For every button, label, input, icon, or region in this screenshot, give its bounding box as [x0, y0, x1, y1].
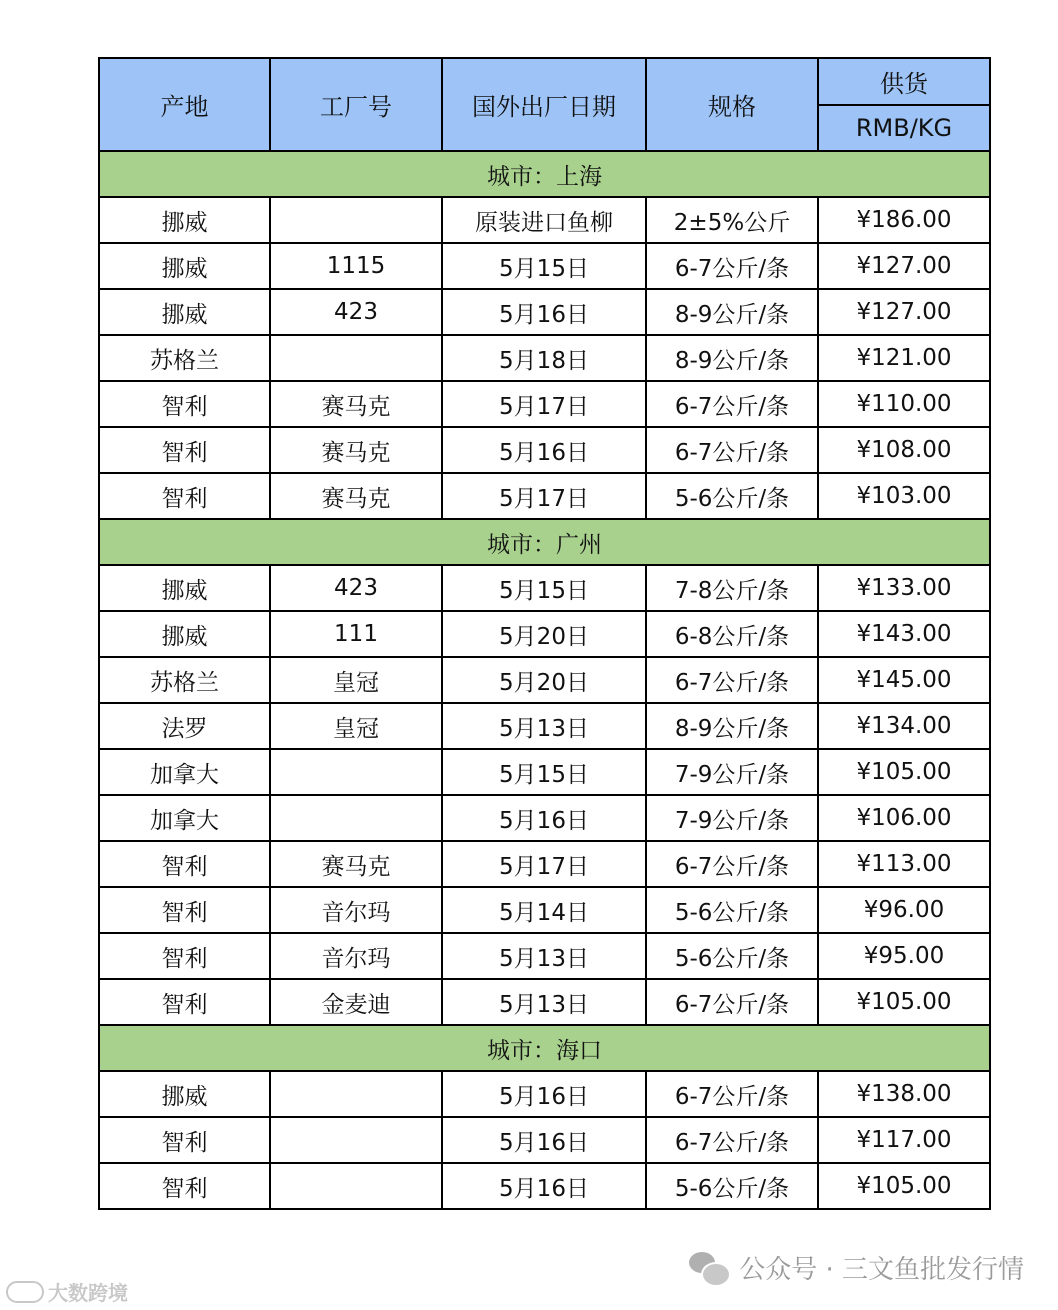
cell-spec: 6-7公斤/条 [646, 427, 818, 473]
cell-factory [270, 1163, 442, 1209]
table-row [99, 473, 990, 519]
table-row [99, 887, 990, 933]
city-row [99, 519, 990, 565]
cell-price: ¥138.00 [818, 1071, 990, 1117]
cell-factory: 音尔玛 [270, 887, 442, 933]
cell-spec: 7-8公斤/条 [646, 565, 818, 611]
cell-price: ¥127.00 [818, 289, 990, 335]
cell-date: 5月16日 [442, 1071, 646, 1117]
cell-spec: 7-9公斤/条 [646, 795, 818, 841]
table-row [99, 795, 990, 841]
cell-factory [270, 1117, 442, 1163]
cell-factory [270, 335, 442, 381]
table-row [99, 611, 990, 657]
cell-origin: 智利 [99, 427, 270, 473]
cell-spec: 8-9公斤/条 [646, 703, 818, 749]
city-label: 城市：广州 [99, 519, 990, 565]
cell-factory: 皇冠 [270, 703, 442, 749]
cell-date: 5月15日 [442, 243, 646, 289]
cell-factory [270, 795, 442, 841]
cell-origin: 苏格兰 [99, 335, 270, 381]
cell-factory: 赛马克 [270, 427, 442, 473]
cell-spec: 6-7公斤/条 [646, 657, 818, 703]
cell-origin: 智利 [99, 933, 270, 979]
wechat-icon [689, 1252, 729, 1284]
cell-price: ¥121.00 [818, 335, 990, 381]
table-row [99, 427, 990, 473]
cell-origin: 苏格兰 [99, 657, 270, 703]
cell-factory: 金麦迪 [270, 979, 442, 1025]
cell-price: ¥103.00 [818, 473, 990, 519]
watermark-wechat-text: 公众号 · 三文鱼批发行情 [739, 1255, 1024, 1285]
table-body [99, 151, 990, 1209]
table-row [99, 841, 990, 887]
cell-spec: 2±5%公斤 [646, 197, 818, 243]
table-row [99, 933, 990, 979]
cell-origin: 挪威 [99, 289, 270, 335]
cell-date: 5月16日 [442, 795, 646, 841]
cell-spec: 5-6公斤/条 [646, 887, 818, 933]
cell-origin: 智利 [99, 841, 270, 887]
table-row [99, 335, 990, 381]
cell-date: 5月13日 [442, 979, 646, 1025]
table-row [99, 381, 990, 427]
cell-price: ¥113.00 [818, 841, 990, 887]
cell-price: ¥105.00 [818, 979, 990, 1025]
cell-spec: 6-7公斤/条 [646, 841, 818, 887]
price-table [98, 57, 991, 1210]
cell-date: 5月17日 [442, 381, 646, 427]
watermark-brand-text: 大数跨境 [48, 1281, 128, 1305]
table-row [99, 657, 990, 703]
header-spec: 规格 [646, 58, 818, 151]
cell-spec: 5-6公斤/条 [646, 933, 818, 979]
cell-factory: 423 [270, 289, 442, 335]
cell-spec: 8-9公斤/条 [646, 335, 818, 381]
cell-factory: 皇冠 [270, 657, 442, 703]
cell-date: 5月18日 [442, 335, 646, 381]
cell-date: 5月16日 [442, 427, 646, 473]
city-label: 城市：海口 [99, 1025, 990, 1071]
table-row [99, 197, 990, 243]
table-row [99, 749, 990, 795]
cell-spec: 5-6公斤/条 [646, 1163, 818, 1209]
table-row [99, 289, 990, 335]
cell-origin: 加拿大 [99, 795, 270, 841]
cell-price: ¥117.00 [818, 1117, 990, 1163]
table-row [99, 1163, 990, 1209]
cell-spec: 5-6公斤/条 [646, 473, 818, 519]
cell-date: 5月16日 [442, 289, 646, 335]
cell-date: 原装进口鱼柳 [442, 197, 646, 243]
cell-date: 5月16日 [442, 1163, 646, 1209]
cell-price: ¥105.00 [818, 749, 990, 795]
table-row [99, 1071, 990, 1117]
cell-spec: 6-7公斤/条 [646, 1071, 818, 1117]
cell-origin: 挪威 [99, 565, 270, 611]
table-row [99, 979, 990, 1025]
cell-origin: 智利 [99, 1163, 270, 1209]
cell-date: 5月20日 [442, 611, 646, 657]
cell-origin: 智利 [99, 381, 270, 427]
cell-factory: 1115 [270, 243, 442, 289]
header-date: 国外出厂日期 [442, 58, 646, 151]
cell-spec: 6-7公斤/条 [646, 1117, 818, 1163]
cell-spec: 7-9公斤/条 [646, 749, 818, 795]
cell-factory [270, 1071, 442, 1117]
cell-spec: 8-9公斤/条 [646, 289, 818, 335]
cell-price: ¥133.00 [818, 565, 990, 611]
table-row [99, 243, 990, 289]
table-header [99, 58, 990, 151]
cell-price: ¥96.00 [818, 887, 990, 933]
watermark-wechat [689, 1249, 1024, 1286]
cell-price: ¥143.00 [818, 611, 990, 657]
logo-icon [6, 1281, 44, 1303]
watermark-brand [6, 1277, 128, 1306]
cell-origin: 挪威 [99, 1071, 270, 1117]
cell-price: ¥145.00 [818, 657, 990, 703]
cell-date: 5月15日 [442, 565, 646, 611]
cell-factory: 111 [270, 611, 442, 657]
cell-factory [270, 197, 442, 243]
cell-factory: 423 [270, 565, 442, 611]
cell-spec: 6-8公斤/条 [646, 611, 818, 657]
cell-origin: 挪威 [99, 611, 270, 657]
city-row [99, 1025, 990, 1071]
cell-price: ¥110.00 [818, 381, 990, 427]
cell-origin: 挪威 [99, 243, 270, 289]
cell-origin: 智利 [99, 473, 270, 519]
cell-factory: 赛马克 [270, 381, 442, 427]
cell-date: 5月20日 [442, 657, 646, 703]
cell-date: 5月13日 [442, 703, 646, 749]
cell-date: 5月16日 [442, 1117, 646, 1163]
cell-date: 5月15日 [442, 749, 646, 795]
cell-price: ¥106.00 [818, 795, 990, 841]
table-row [99, 703, 990, 749]
table-row [99, 565, 990, 611]
table-row [99, 1117, 990, 1163]
cell-price: ¥186.00 [818, 197, 990, 243]
cell-price: ¥105.00 [818, 1163, 990, 1209]
cell-price: ¥127.00 [818, 243, 990, 289]
cell-spec: 6-7公斤/条 [646, 381, 818, 427]
cell-origin: 挪威 [99, 197, 270, 243]
cell-date: 5月17日 [442, 473, 646, 519]
cell-price: ¥95.00 [818, 933, 990, 979]
header-origin: 产地 [99, 58, 270, 151]
cell-date: 5月17日 [442, 841, 646, 887]
city-row [99, 151, 990, 197]
city-label: 城市：上海 [99, 151, 990, 197]
header-price-unit: RMB/KG [818, 105, 990, 151]
header-factory: 工厂号 [270, 58, 442, 151]
cell-factory [270, 749, 442, 795]
cell-date: 5月13日 [442, 933, 646, 979]
cell-date: 5月14日 [442, 887, 646, 933]
cell-factory: 赛马克 [270, 841, 442, 887]
cell-origin: 法罗 [99, 703, 270, 749]
cell-factory: 音尔玛 [270, 933, 442, 979]
cell-origin: 加拿大 [99, 749, 270, 795]
cell-spec: 6-7公斤/条 [646, 243, 818, 289]
cell-price: ¥108.00 [818, 427, 990, 473]
cell-origin: 智利 [99, 979, 270, 1025]
cell-origin: 智利 [99, 887, 270, 933]
cell-factory: 赛马克 [270, 473, 442, 519]
cell-spec: 6-7公斤/条 [646, 979, 818, 1025]
cell-price: ¥134.00 [818, 703, 990, 749]
header-price-group: 供货 [818, 58, 990, 105]
cell-origin: 智利 [99, 1117, 270, 1163]
